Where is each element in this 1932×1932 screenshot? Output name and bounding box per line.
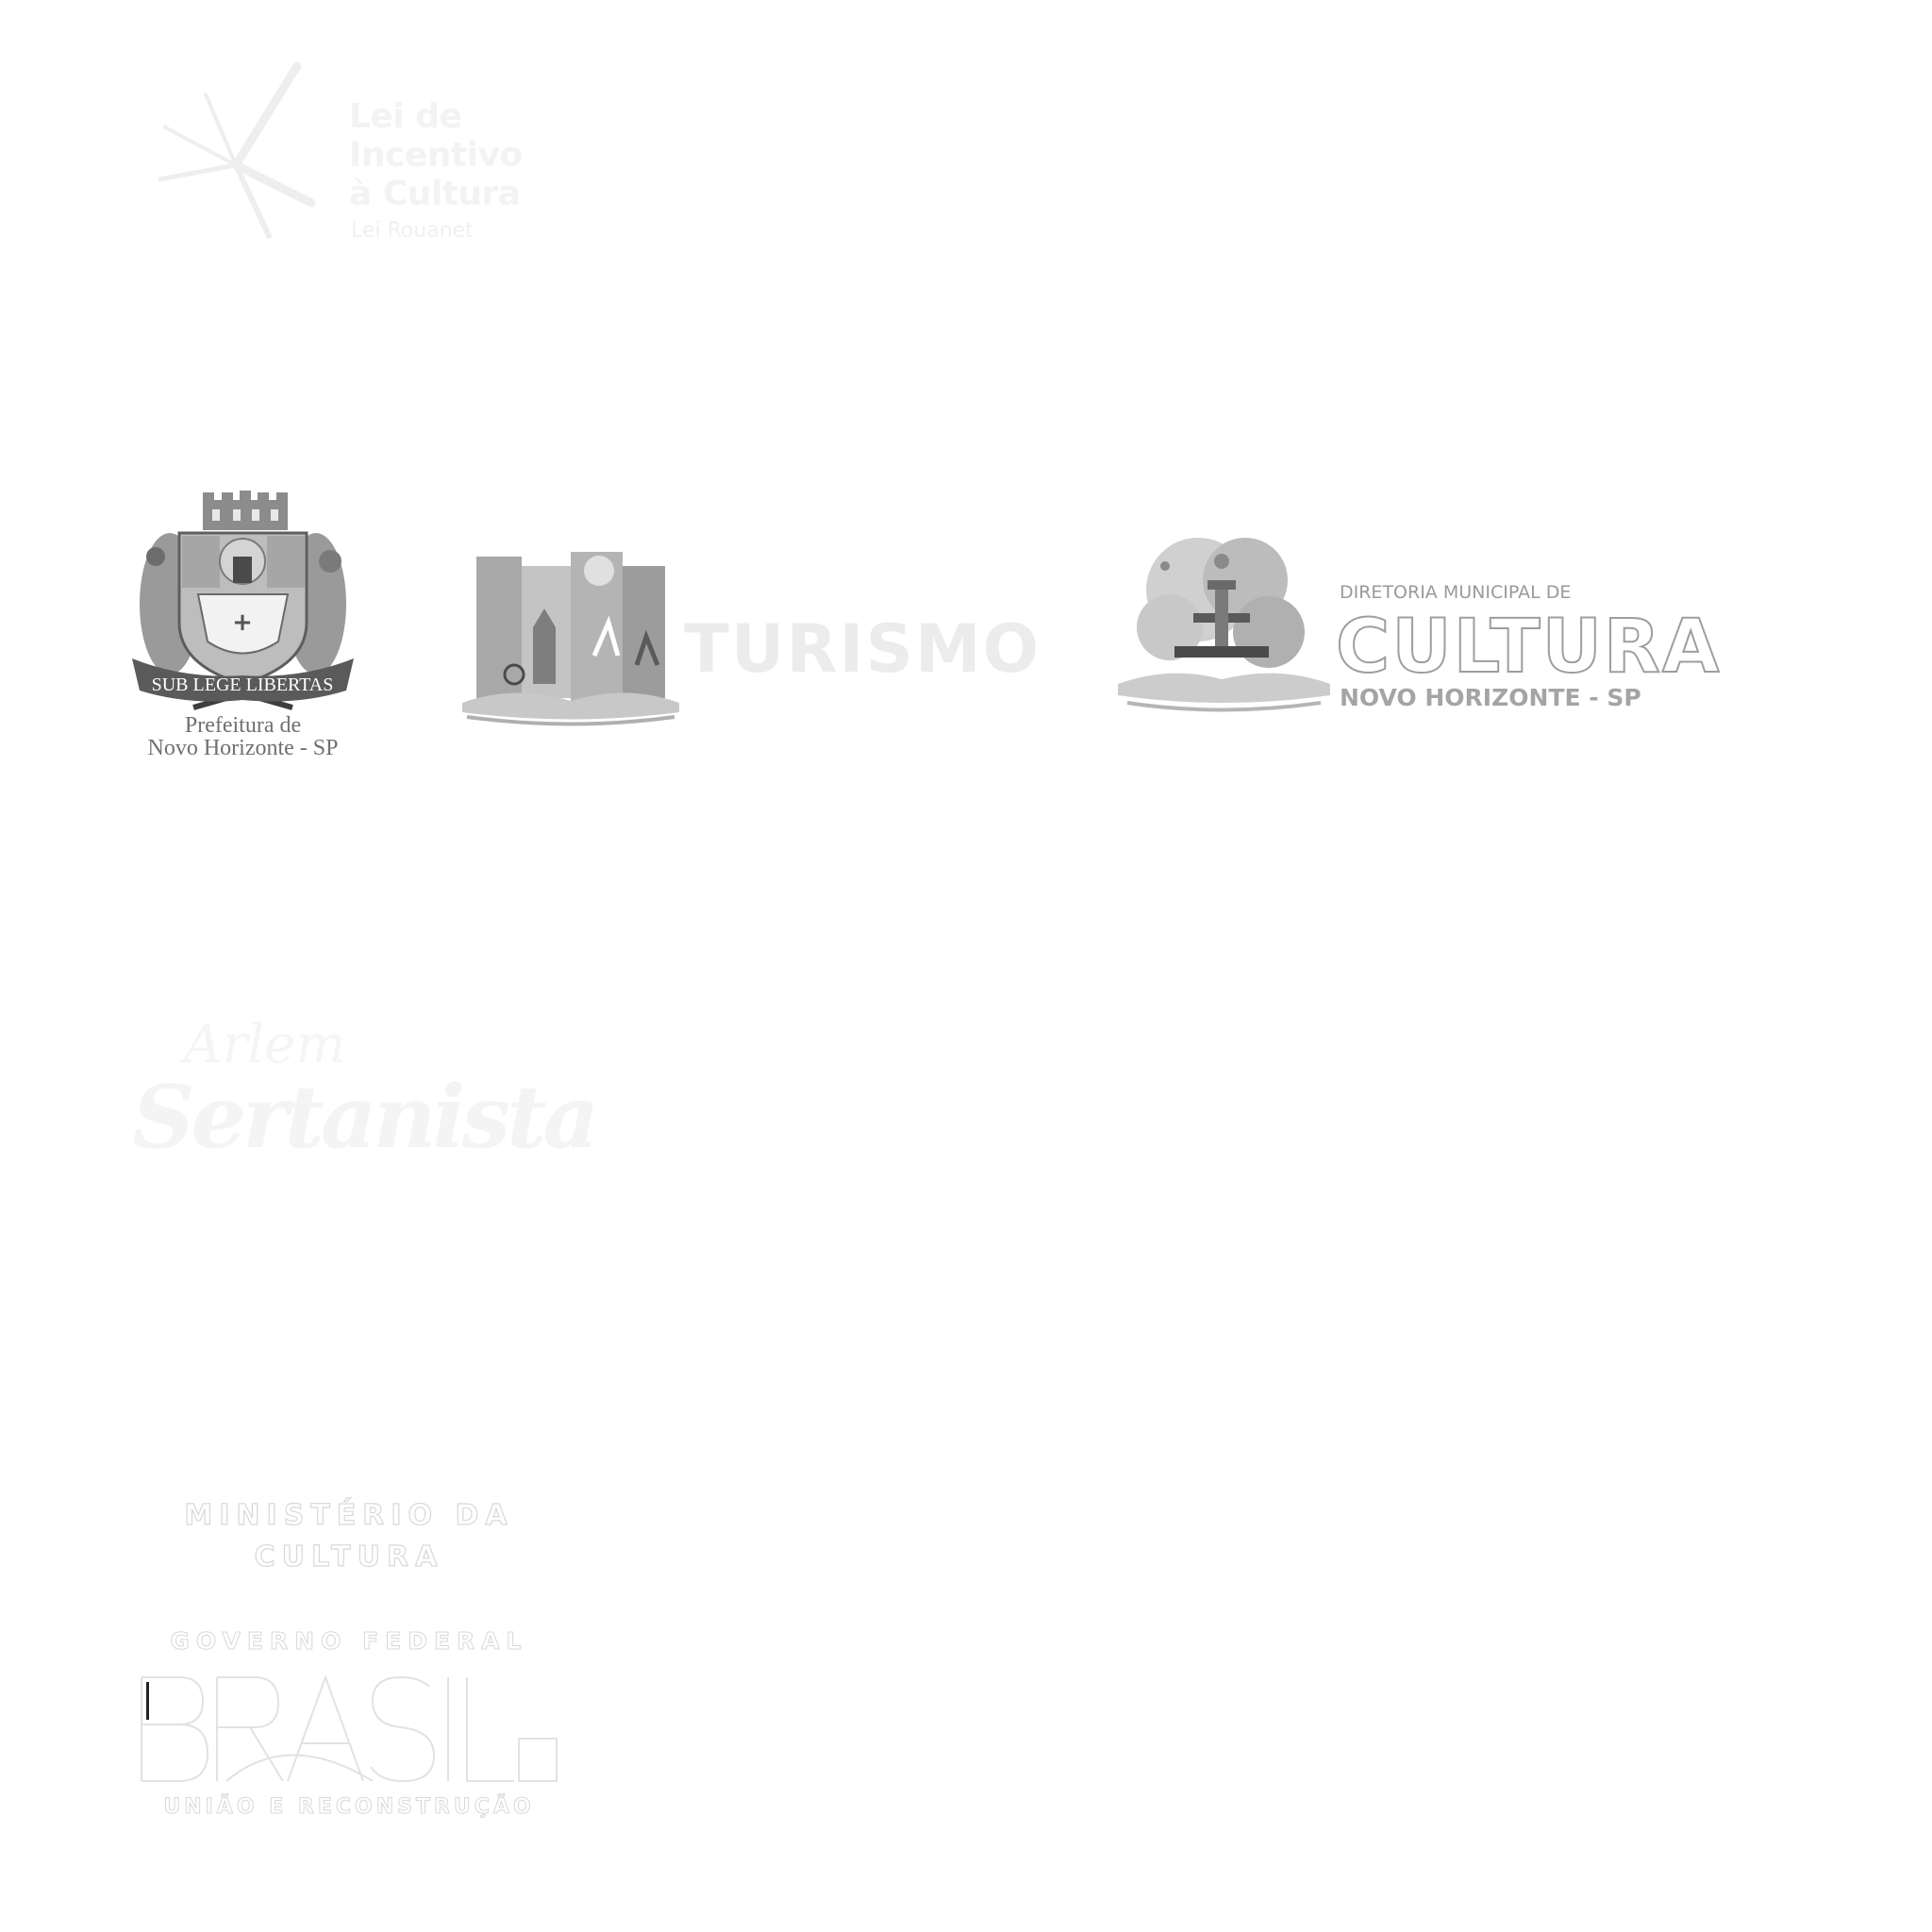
script-logo-small: Arlem [184,1014,346,1075]
prefeitura-logo [127,491,358,764]
lei-incentivo-subtitle: Lei Rouanet [351,219,474,242]
ministerio-line-2: CULTURA [254,1541,444,1574]
prefeitura-motto: SUB LEGE LIBERTAS [151,675,334,695]
ministerio-cultura-logo [142,1495,557,1590]
lei-incentivo-title-line-3: à Cultura [349,175,521,213]
prefeitura-caption-line-2: Novo Horizonte - SP [147,736,339,760]
diretoria-cultura-big: CULTURA [1336,605,1722,690]
script-logo [132,1014,604,1174]
turismo-panels-icon [458,542,684,731]
governo-federal-bottom: UNIÃO E RECONSTRUÇÃO [163,1795,535,1819]
lei-incentivo-logo [132,52,547,255]
governo-federal-logo [132,1627,566,1835]
lei-incentivo-title-line-2: Incentivo [349,136,523,175]
lei-rouanet-star-icon [132,52,349,255]
brasil-wordmark-icon [137,1673,561,1786]
lei-incentivo-title-line-1: Lei de [349,97,462,136]
turismo-logo [458,542,1041,731]
governo-federal-top: GOVERNO FEDERAL [170,1627,528,1655]
coat-of-arms-icon [127,491,358,712]
diretoria-cultura-logo [1113,524,1722,731]
diretoria-cultura-bottom: NOVO HORIZONTE - SP [1340,684,1641,711]
ministerio-line-1: MINISTÉRIO DA [184,1499,514,1532]
diretoria-cultura-top: DIRETORIA MUNICIPAL DE [1340,582,1572,603]
script-logo-big: Sertanista [132,1066,596,1168]
turismo-word: TURISMO [684,610,1041,688]
fountain-splash-icon [1113,524,1335,731]
prefeitura-caption-line-1: Prefeitura de [184,713,302,738]
svg-text:+: + [232,608,253,637]
